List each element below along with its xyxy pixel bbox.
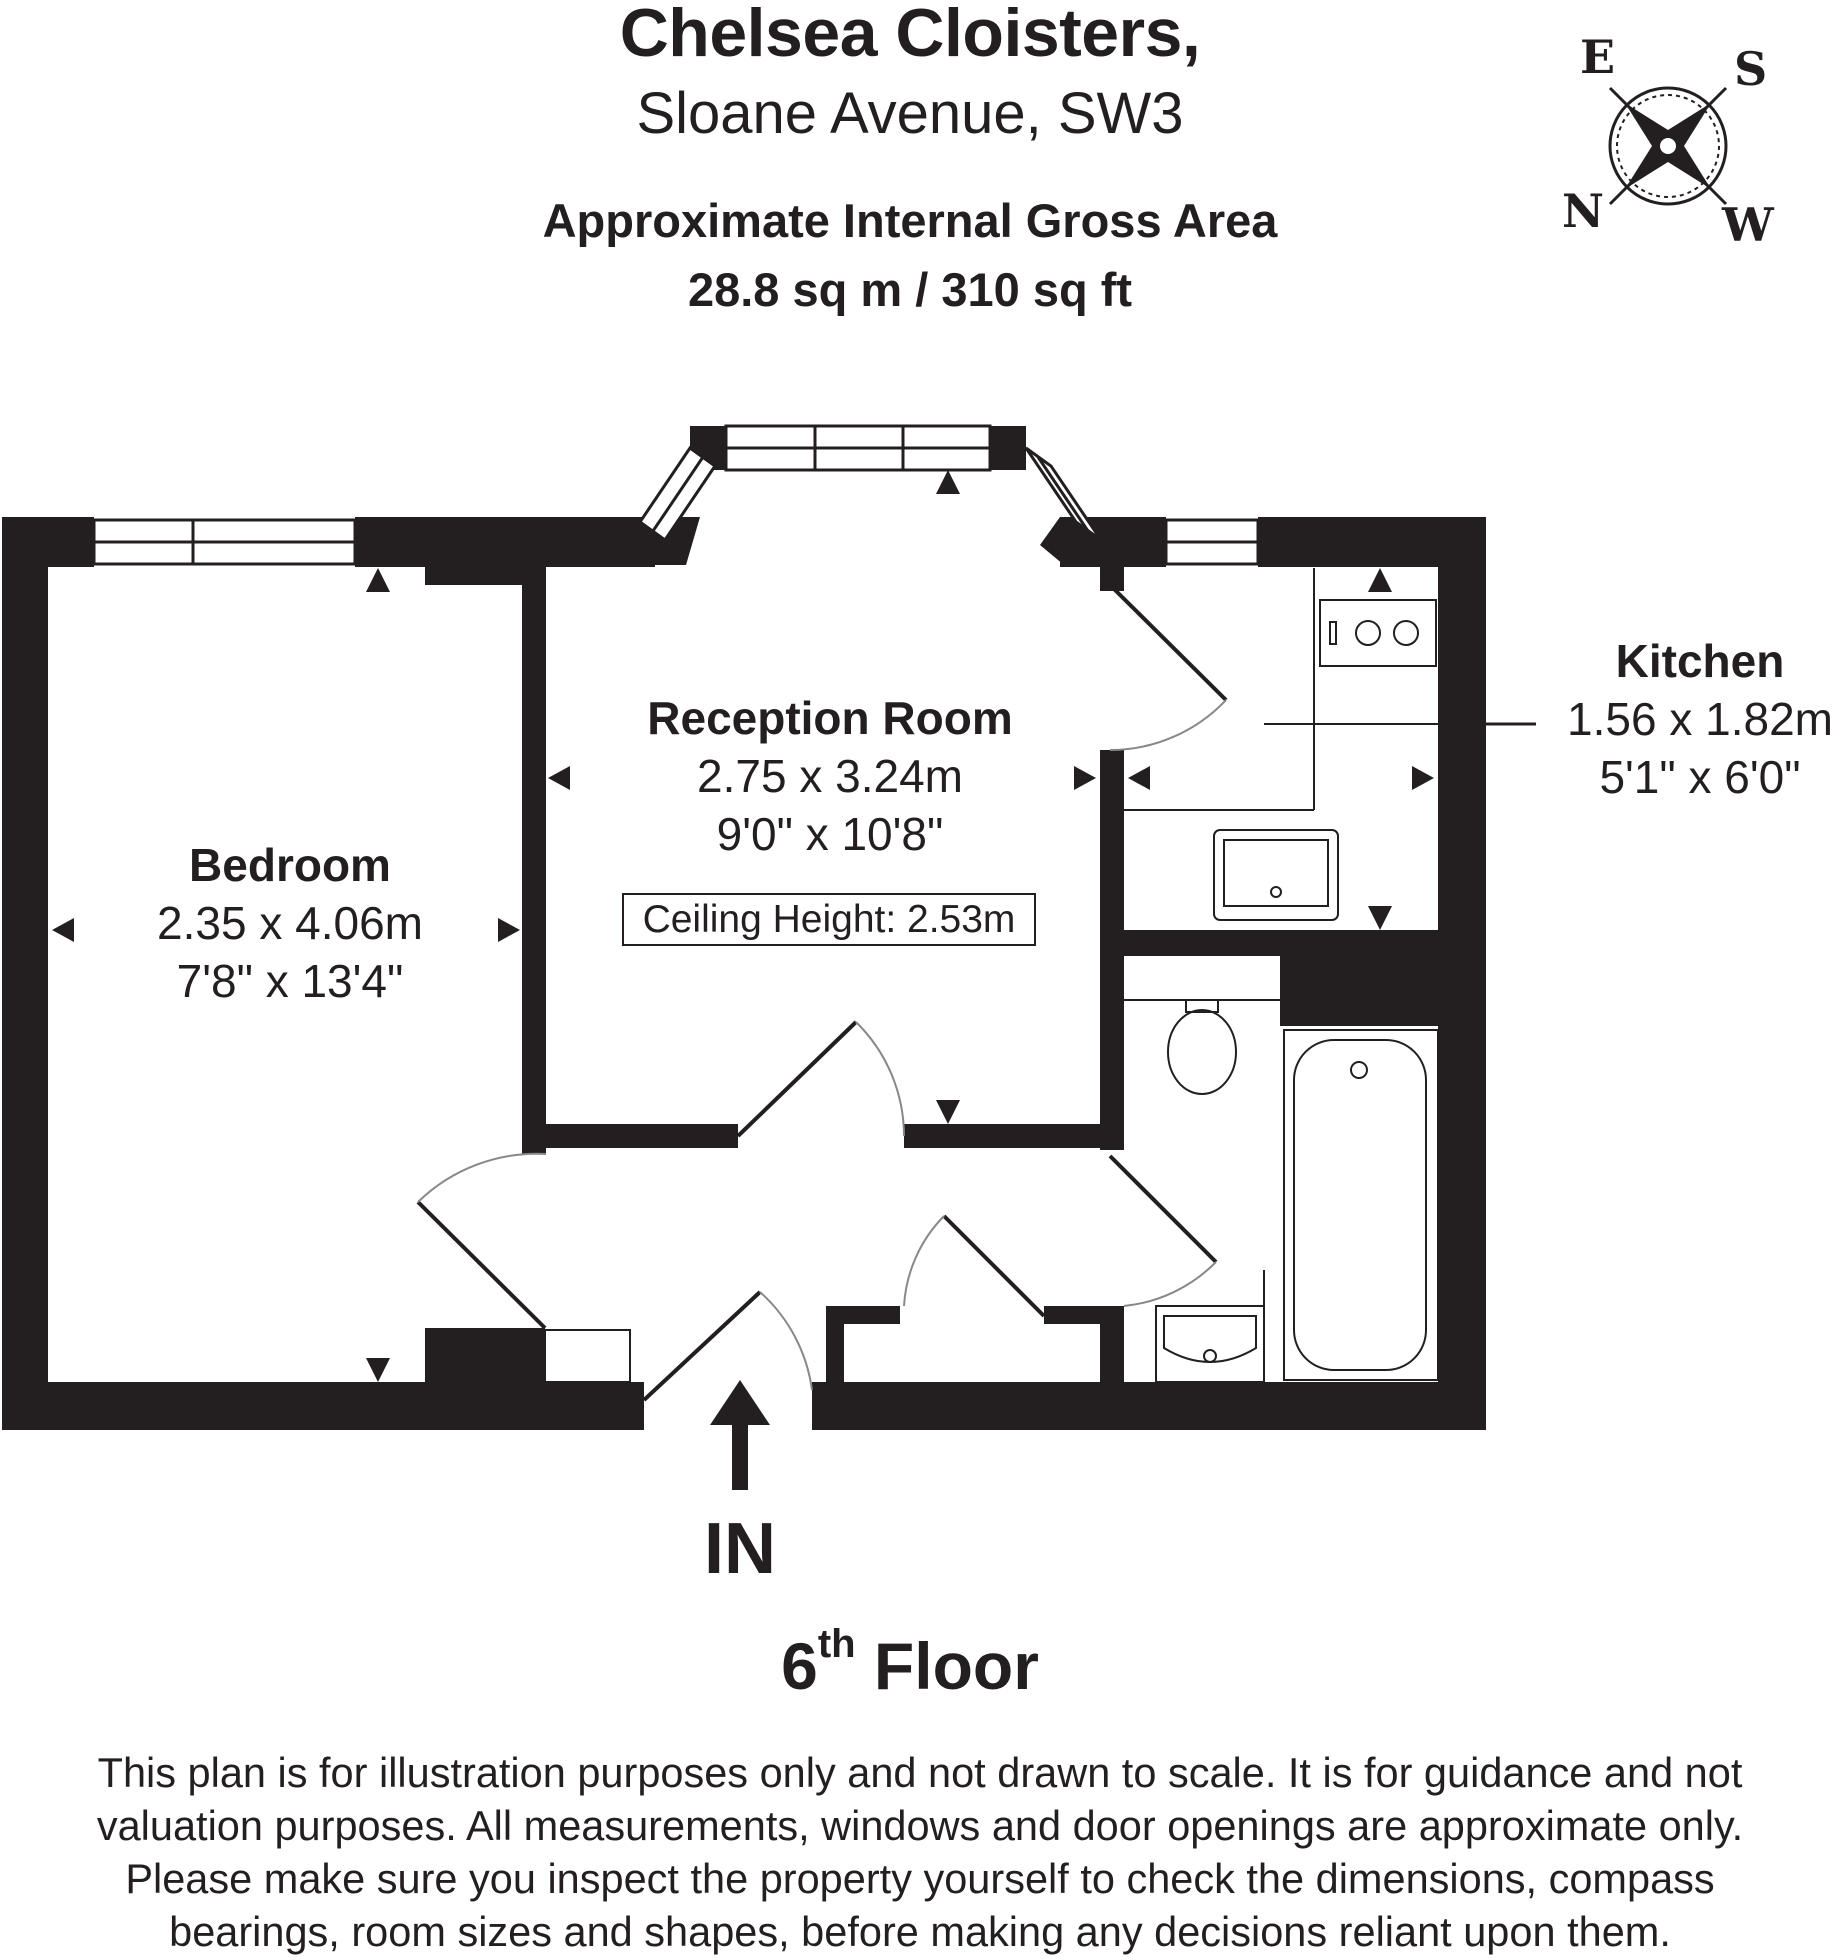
entrance-label: IN	[704, 1509, 776, 1589]
property-title: Chelsea Cloisters,	[619, 0, 1201, 71]
area-label: Approximate Internal Gross Area	[542, 194, 1278, 247]
floor-label	[0, 1622, 1820, 1704]
room-label-reception	[590, 692, 1070, 860]
room-imperial: 9'0" x 10'8"	[716, 808, 944, 860]
room-label-kitchen	[1540, 635, 1840, 803]
area-value: 28.8 sq m / 310 sq ft	[687, 263, 1133, 316]
entrance-arrow-icon	[710, 1380, 770, 1490]
disclaimer-line: This plan is for illustration purposes only and not drawn to scale. It is for guidance and not	[97, 1749, 1743, 1796]
room-label-bedroom	[140, 839, 440, 1007]
compass-east-label: E	[1580, 30, 1616, 84]
room-metric: 1.56 x 1.82m	[1567, 693, 1833, 745]
disclaimer	[20, 1746, 1820, 1958]
disclaimer-line: Please make sure you inspect the property yourself to check the dimensions, compass	[125, 1855, 1715, 1902]
compass-north-label: N	[1562, 184, 1605, 238]
room-metric: 2.35 x 4.06m	[157, 897, 423, 949]
compass-icon	[1610, 88, 1726, 204]
room-name: Reception Room	[647, 692, 1013, 744]
compass-south-label: S	[1734, 42, 1768, 96]
room-name: Bedroom	[189, 839, 391, 891]
floor-word: Floor	[873, 1629, 1039, 1703]
floor-suffix: th	[817, 1622, 856, 1666]
property-address: Sloane Avenue, SW3	[636, 81, 1184, 146]
room-imperial: 5'1" x 6'0"	[1599, 751, 1801, 803]
disclaimer-line: valuation purposes. All measurements, windows and door openings are approximate only.	[96, 1802, 1744, 1849]
compass-west-label: W	[1722, 198, 1774, 252]
disclaimer-line: bearings, room sizes and shapes, before making any decisions reliant upon them.	[169, 1908, 1671, 1955]
room-name: Kitchen	[1615, 635, 1785, 687]
floor-number: 6	[781, 1629, 818, 1703]
ceiling-height-box: Ceiling Height: 2.53m	[622, 893, 1036, 946]
room-imperial: 7'8" x 13'4"	[176, 955, 404, 1007]
room-metric: 2.75 x 3.24m	[697, 750, 963, 802]
